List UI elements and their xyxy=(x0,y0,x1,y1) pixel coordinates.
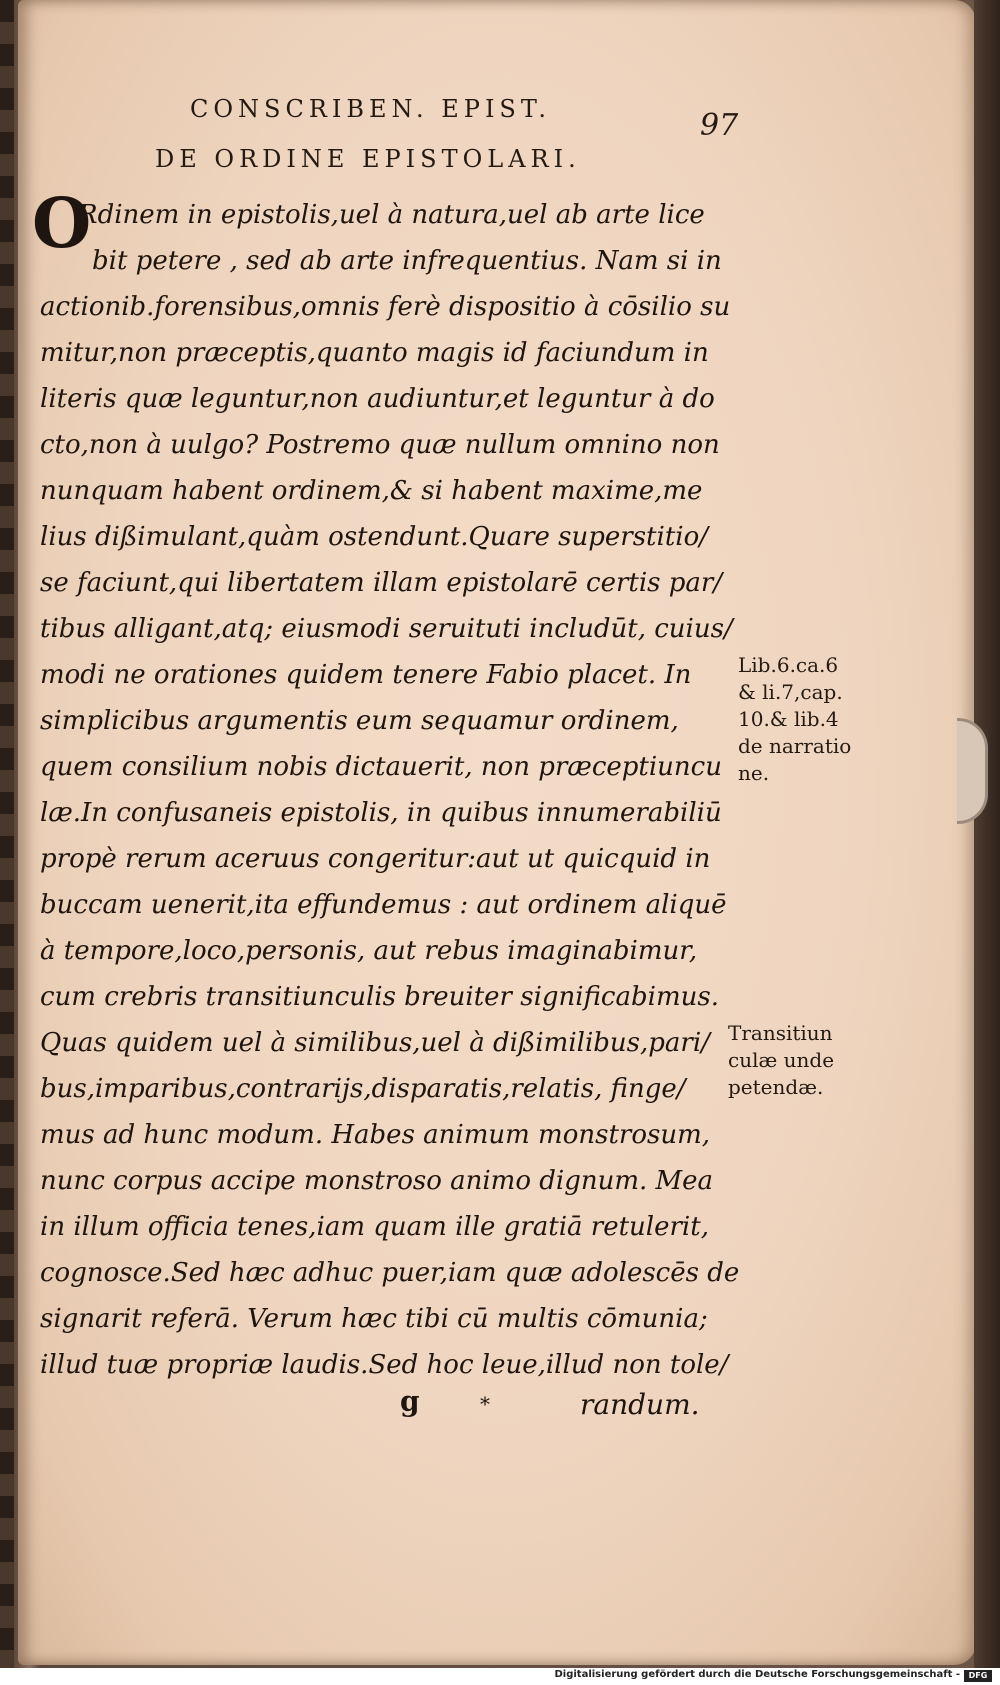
body-text xyxy=(40,192,750,1388)
page-number: 97 xyxy=(700,108,739,143)
running-head: CONSCRIBEN. EPIST. xyxy=(190,95,551,123)
text-line: bus,imparibus,contrarijs,disparatis,relatis, finge/ xyxy=(40,1074,686,1104)
text-line: nunc corpus accipe monstroso animo dignum. Mea xyxy=(40,1166,714,1196)
text-line: cto,non à uulgo? Postremo quæ nullum omnino non xyxy=(40,430,720,460)
text-line: buccam uenerit,ita effundemus : aut ordinem aliquē xyxy=(40,890,727,920)
signature-ornament: * xyxy=(480,1392,490,1416)
text-line: literis quæ leguntur,non audiuntur,et leguntur à do xyxy=(40,384,715,414)
dfg-logo: DFG xyxy=(964,1670,992,1682)
text-line: læ.In confusaneis epistolis, in quibus innumerabiliū xyxy=(40,798,722,828)
text-line: lius dißimulant,quàm ostendunt.Quare superstitio/ xyxy=(40,522,709,552)
text-line: mus ad hunc modum. Habes animum monstrosum, xyxy=(40,1120,710,1150)
signature-mark: g xyxy=(400,1385,420,1418)
drop-cap: O xyxy=(32,184,92,264)
text-line: cum crebris transitiunculis breuiter significabimus. xyxy=(40,982,719,1012)
margin-note-transitions: Transitiun culæ unde petendæ. xyxy=(728,1021,835,1099)
catchword: randum. xyxy=(580,1388,700,1421)
margin-note-reference: Lib.6.ca.6 & li.7,cap. 10.& lib.4 de narratio ne. xyxy=(738,653,852,785)
right-page-edge xyxy=(974,0,1000,1668)
text-line: cognosce.Sed hæc adhuc puer,iam quæ adolescēs de xyxy=(40,1258,740,1288)
chapter-title: DE ORDINE EPISTOLARI. xyxy=(155,145,581,173)
text-line: modi ne orationes quidem tenere Fabio placet. In xyxy=(40,660,692,690)
text-line: à tempore,loco,personis, aut rebus imaginabimur, xyxy=(40,936,698,966)
text-line: propè rerum aceruus congeritur:aut ut quicquid in xyxy=(40,844,711,874)
text-line: Rdinem in epistolis,uel à natura,uel ab arte lice xyxy=(78,200,705,230)
left-page-edge xyxy=(0,0,14,1668)
text-line: se faciunt,qui libertatem illam epistolarē certis par/ xyxy=(40,568,723,598)
text-line: bit petere , sed ab arte infrequentius. Nam si in xyxy=(92,246,722,276)
footer-bar xyxy=(0,1668,1000,1685)
text-line: signarit referā. Verum hæc tibi cū multis cōmunia; xyxy=(40,1304,708,1334)
text-line: nunquam habent ordinem,& si habent maxime,me xyxy=(40,476,703,506)
text-line: mitur,non præceptis,quanto magis id faciundum in xyxy=(40,338,709,368)
text-line: Quas quidem uel à similibus,uel à dißimilibus,pari/ xyxy=(40,1028,710,1058)
text-line: simplicibus argumentis eum sequamur ordinem, xyxy=(40,706,679,736)
funding-credit: Digitalisierung gefördert durch die Deutsche Forschungsgemeinschaft - xyxy=(554,1669,960,1680)
text-line: illud tuæ propriæ laudis.Sed hoc leue,illud non tole/ xyxy=(40,1350,729,1380)
text-line: actionib.forensibus,omnis ferè dispositio à cōsilio su xyxy=(40,292,731,322)
text-line: quem consilium nobis dictauerit, non præceptiuncu xyxy=(40,752,722,782)
text-line: in illum officia tenes,iam quam ille gratiā retulerit, xyxy=(40,1212,709,1242)
bookmark-clip xyxy=(957,718,988,824)
text-line: tibus alligant,atq; eiusmodi seruituti includūt, cuius/ xyxy=(40,614,733,644)
